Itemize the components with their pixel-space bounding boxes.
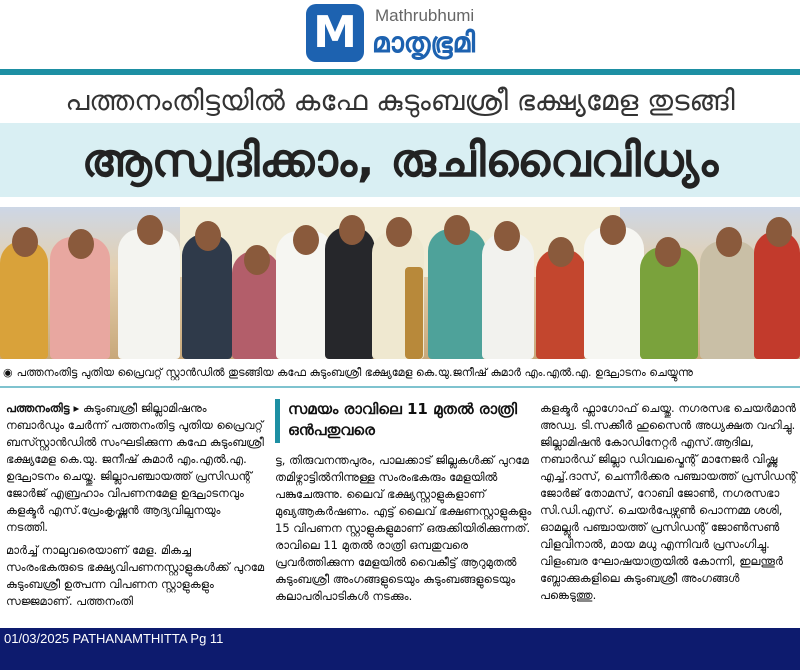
photo-head	[716, 227, 742, 257]
photo-head	[766, 217, 792, 247]
article-paragraph: മാർച്ച് നാലുവരെയാണ് മേള. മികച്ച സംരംഭകരുടെ ഭക്ഷ്യവിപണനസ്റ്റാളുകൾക്ക് പുറമേ കുടുംബശ്രീ ഉത്പന്ന വിപണന സ്റ്റാളുകളും സജ്ജമാണ്. പത്തനംതി	[6, 543, 265, 608]
photo-person	[584, 227, 644, 359]
caption-text: പത്തനംതിട്ട പുതിയ പ്രൈവറ്റ് സ്റ്റാൻഡിൽ തുടങ്ങിയ കഫേ കുടുംബശ്രീ ഭക്ഷ്യമേള കെ.യു.ജനീഷ് കുമാർ എം.എൽ.എ. ഉദ്ഘാടനം ചെയ്യുന്നു	[16, 366, 693, 379]
photo-person	[325, 227, 375, 359]
photo-head	[293, 225, 319, 255]
photo-head	[444, 215, 470, 245]
news-photo	[0, 207, 800, 359]
masthead	[0, 0, 800, 70]
photo-head	[195, 221, 221, 251]
article-column-1	[6, 400, 266, 620]
photo-head	[339, 215, 365, 245]
photo-head	[137, 215, 163, 245]
header-divider	[0, 69, 800, 75]
photo-head	[655, 237, 681, 267]
article-column-2: ട്ട, തിരുവനന്തപുരം, പാലക്കാട് ജില്ലകൾക്ക് പുറമേ തമിഴ്നാട്ടിൽനിന്നുള്ള സംരംഭകരും മേളയിൽ പങ്കുചേരുന്നു. ലൈവ് ഭക്ഷ്യസ്റ്റാളുകളാണ് മുഖ്യആകർഷണം. എട്ട് ലൈവ് ഭക്ഷണസ്റ്റാളുകളും 15 വിപണന സ്റ്റാളുകളുമാണ് ഒരുക്കിയിരിക്കുന്നത്. രാവിലെ 11 മുതൽ രാത്രി ഒമ്പതുവരെ പ്രവർത്തിക്കുന്ന മേളയിൽ വൈകീട്ട് ആറുമുതൽ കുടുംബശ്രീ അംഗങ്ങളുടെയും കുടുംബങ്ങളുടെയും കലാപരിപാടികൾ നടക്കും.	[275, 453, 532, 603]
caption-divider	[0, 386, 800, 388]
photo-person	[118, 229, 180, 359]
brand-name-english: Mathrubhumi	[375, 6, 475, 25]
article-column-3: കളക്ടർ ഫ്ലാഗോഫ് ചെയ്തു. നഗരസഭ ചെയർമാൻ അഡ്വ. ടി.സക്കീർ ഹുസൈൻ അധ്യക്ഷത വഹിച്ചു. ജില്ലാമിഷൻ കോഡിനേറ്റർ എസ്.ആദില, നബാർഡ് ജില്ലാ ഡിവലപ്മെന്റ് മാനേജർ വിഷ്ണു എച്ച്.ദാസ്, ചെന്നീർക്കര പഞ്ചായത്ത് പ്രസിഡന്റ് ജോർജ് തോമസ്, റോബി ജോൺ, നഗരസഭാ സി.ഡി.എസ്. ചെയർപേഴ്സൺ പൊന്നമ്മ ശശി, ഓമല്ലൂർ പഞ്ചായത്ത് പ്രസിഡന്റ് ജോൺസൺ വിളവിനാൽ, മായ മധു എന്നിവർ പ്രസംഗിച്ചു. വിളംബര ഘോഷയാത്രയിൽ കോന്നി, ഇലന്തൂർ ബ്ലോക്കുകളിലെ കുടുംബശ്രീ അംഗങ്ങൾ പങ്കെടുത്തു.	[540, 401, 798, 602]
photo-person	[700, 241, 758, 359]
photo-head	[548, 237, 574, 267]
photo-head	[600, 215, 626, 245]
article-paragraph: കുടുംബശ്രീ ജില്ലാമിഷനും നബാർഡും ചേർന്ന് പത്തനംതിട്ട പുതിയ പ്രൈവറ്റ് ബസ്സ്റ്റാൻഡിൽ സംഘടിക്കുന്ന കഫേ കുടുംബശ്രീ ഭക്ഷ്യമേള കെ.യു. ജനീഷ് കുമാർ എം.എൽ.എ. ഉദ്ഘാടനം ചെയ്തു. ജില്ലാപഞ്ചായത്ത് പ്രസിഡന്റ് ജോർജ് എബ്രഹാം വിപണനമേള ഉദ്ഘാടനവും കളക്ടർ എസ്.പ്രേംകൃഷ്ണൻ ആദ്യവില്പനയും നടത്തി.	[6, 401, 264, 534]
photo-person	[482, 233, 534, 359]
photo-person	[754, 231, 800, 359]
photo-person	[182, 234, 232, 359]
photo-caption	[0, 362, 800, 384]
dateline: പത്തനംതിട്ട ▸	[6, 401, 80, 415]
photo-head	[68, 229, 94, 259]
brand-name-malayalam: മാതൃഭൂമി	[372, 26, 476, 59]
photo-head	[244, 245, 270, 275]
photo-person	[428, 229, 486, 359]
caption-bullet-icon: ◉	[3, 366, 13, 379]
photo-head	[494, 221, 520, 251]
photo-head	[12, 227, 38, 257]
article-subhead: സമയം രാവിലെ 11 മുതൽ രാത്രി ഒൻപതുവരെ	[275, 399, 530, 443]
photo-person	[0, 241, 48, 359]
main-headline: ആസ്വദിക്കാം, രുചിവൈവിധ്യം	[81, 133, 719, 187]
logo-letter: M	[313, 7, 357, 58]
page-footer	[0, 628, 800, 670]
ceremonial-lamp	[405, 267, 423, 359]
edition-info: 01/03/2025 PATHANAMTHITTA Pg 11	[4, 631, 224, 646]
logo-badge	[306, 4, 364, 62]
kicker-headline: പത്തനംതിട്ടയിൽ കഫേ കുടുംബശ്രീ ഭക്ഷ്യമേള തുടങ്ങി	[65, 84, 735, 117]
photo-head	[386, 217, 412, 247]
